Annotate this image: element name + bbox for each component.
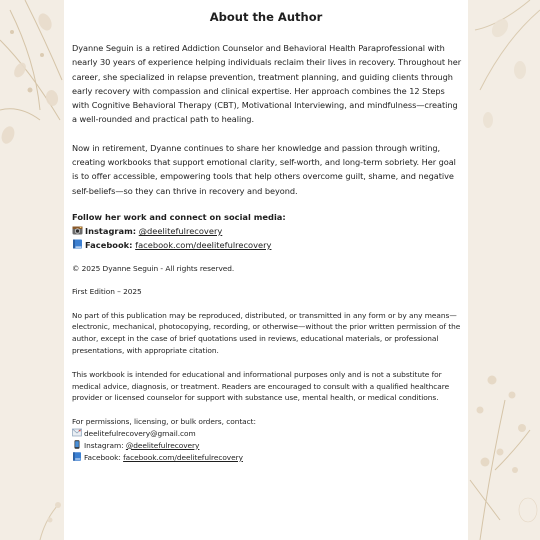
rights-notice: No part of this publication may be reproduced, distributed, or transmitted in any form or by any means—electronic, mechanical, photocopying, recording, or otherwise—without the prior written permission of the author, except in the case of brief quotations used in reviews, educational materials, or professional presentations, with appropriate citation.	[72, 310, 461, 355]
contact-facebook-label: Facebook:	[84, 452, 121, 462]
social-instagram-line	[72, 224, 468, 238]
mobile-phone-icon	[72, 440, 82, 449]
facebook-link[interactable]: facebook.com/deelitefulrecovery	[135, 239, 272, 250]
camera-icon	[72, 225, 83, 235]
envelope-icon	[72, 428, 82, 437]
contact-facebook-line	[72, 452, 466, 464]
instagram-link[interactable]: @deelitefulrecovery	[138, 225, 223, 236]
document-page	[64, 0, 468, 540]
retirement-paragraph: Now in retirement, Dyanne continues to share her knowledge and passion through writing, creating workbooks that support emotional clarity, self-worth, and long-term sobriety. Her goal is to offer accessible, empowering tools that help others overcome guilt, shame, and negative self-beliefs—so they can thrive in recovery and beyond.	[72, 142, 456, 196]
author-bio-paragraph: Dyanne Seguin is a retired Addiction Counselor and Behavioral Health Paraprofessional with nearly 30 years of experience helping individuals reclaim their lives in recovery. Throughout her career, she specialized in relapse prevention, treatment planning, and guiding clients through early recovery with compassion and clinical expertise. Her approach combines the 12 Steps with Cognitive Behavioral Therapy (CBT), Motivational Interviewing, and mindfulness—creating a well-rounded and practical path to healing.	[72, 43, 462, 125]
contact-instagram-line	[72, 440, 466, 452]
blue-book-icon	[72, 239, 83, 249]
disclaimer-notice: This workbook is intended for educational and informational purposes only and is not a substitute for medical advice, diagnosis, or treatment. Readers are encouraged to consult with a qualified healthcare provider or licensed counselor for support with substance use, mental health, or medical conditions.	[72, 369, 450, 403]
contact-intro: For permissions, licensing, or bulk orders, contact:	[72, 417, 256, 427]
contact-instagram-label: Instagram:	[84, 440, 124, 450]
contact-email-line	[72, 428, 466, 440]
social-facebook-line	[72, 238, 468, 252]
contact-instagram-link[interactable]: @deelitefulrecovery	[125, 440, 200, 450]
edition-notice: First Edition – 2025	[72, 286, 142, 296]
copyright-notice: © 2025 Dyanne Seguin - All rights reserved.	[72, 263, 235, 273]
page-title: About the Author	[209, 10, 323, 24]
instagram-label: Instagram:	[85, 225, 137, 236]
contact-facebook-link[interactable]: facebook.com/deelitefulrecovery	[123, 452, 243, 462]
contact-email[interactable]: deelitefulrecovery@gmail.com	[84, 428, 196, 438]
blue-book-icon	[72, 452, 82, 461]
facebook-label: Facebook:	[85, 239, 133, 250]
follow-heading: Follow her work and connect on social media:	[72, 211, 286, 222]
